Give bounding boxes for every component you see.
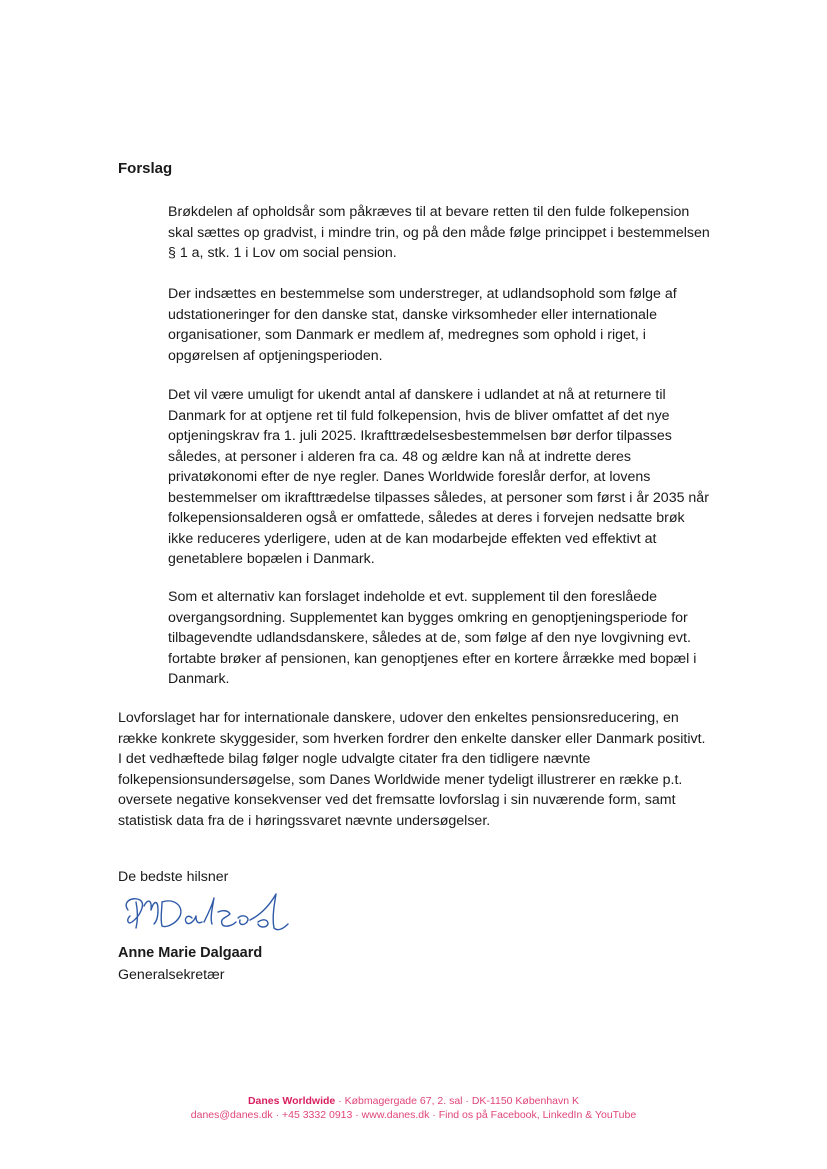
proposal-paragraph-4: Som et alternativ kan forslaget indeholde et evt. supplement til den foreslåede overgangsordning. Supplementet kan bygges omkring en genoptjeningsperiode for tilbagevendte udlandsdanskere, således at de, som følge af den nye lovgivning evt. fortabte brøker af pensionen, kan genoptjenes efter en kortere årrække med bopæl i Danmark. <box>168 589 697 687</box>
proposal-paragraph-2: Der indsættes en bestemmelse som understreger, at udlandsophold som følge af udstationeringer for den danske stat, danske virksomheder eller internationale organisationer, som Danmark er medlem af, medregnes som ophold i riget, i opgørelsen af optjeningsperioden. <box>168 286 677 364</box>
signer-name: Anne Marie Dalgaard <box>118 945 263 961</box>
footer-line-2: danes@danes.dk · +45 3332 0913 · www.danes.dk · Find os på Facebook, LinkedIn & YouTube <box>190 1109 637 1121</box>
footer-brand: Danes Worldwide <box>247 1095 336 1107</box>
page-footer <box>0 1094 827 1122</box>
closing-greeting: De bedste hilsner <box>118 869 229 885</box>
proposal-paragraph-1: Brøkdelen af opholdsår som påkræves til at bevare retten til den fulde folkepension skal sættes op gradvist, i mindre trin, og på den måde følge princippet i bestemmelsen § 1 a, stk. 1 i Lov om social pension. <box>168 204 710 261</box>
handwritten-signature <box>118 888 298 940</box>
proposal-paragraph-3: Det vil være umuligt for ukendt antal af danskere i udlandet at nå at returnere til Danmark for at optjene ret til fuld folkepension, hvis de bliver omfattet af det nye optjeningskrav fra 1. juli 2025. Ikrafttrædelsesbestemmelsen bør derfor tilpasses således, at personer i alderen fra ca. 48 og ældre kan nå at indrette deres privatøkonomi efter de nye regler. Danes Worldwide foreslår derfor, at lovens bestemmelser om ikrafttrædelse tilpasses således, at personer som først i år 2035 når folkepensionsalderen også er omfattede, således at deres i forvejen nedsatte brøk ikke reduceres yderligere, uden at de kan modarbejde effekten ved effektivt at genetablere bopælen i Danmark. <box>168 387 709 567</box>
footer-line-1 <box>0 1094 827 1108</box>
footer-address: · Købmagergade 67, 2. sal · DK-1150 København K <box>335 1095 580 1107</box>
section-heading: Forslag <box>118 160 173 177</box>
body-paragraph: Lovforslaget har for internationale danskere, udover den enkeltes pensionsreducering, en række konkrete skyggesider, som hverken fordrer den enkelte dansker eller Danmark positivt. I det vedhæftede bilag følger nogle udvalgte citater fra den tidligere nævnte folkepensionsundersøgelse, som Danes Worldwide mener tydeligt illustrerer en række p.t. oversete negative konsekvenser ved det fremsatte lovforslag i sin nuværende form, samt statistisk data fra de i høringssvaret nævnte undersøgelser. <box>118 710 706 829</box>
signer-title: Generalsekretær <box>118 967 225 983</box>
